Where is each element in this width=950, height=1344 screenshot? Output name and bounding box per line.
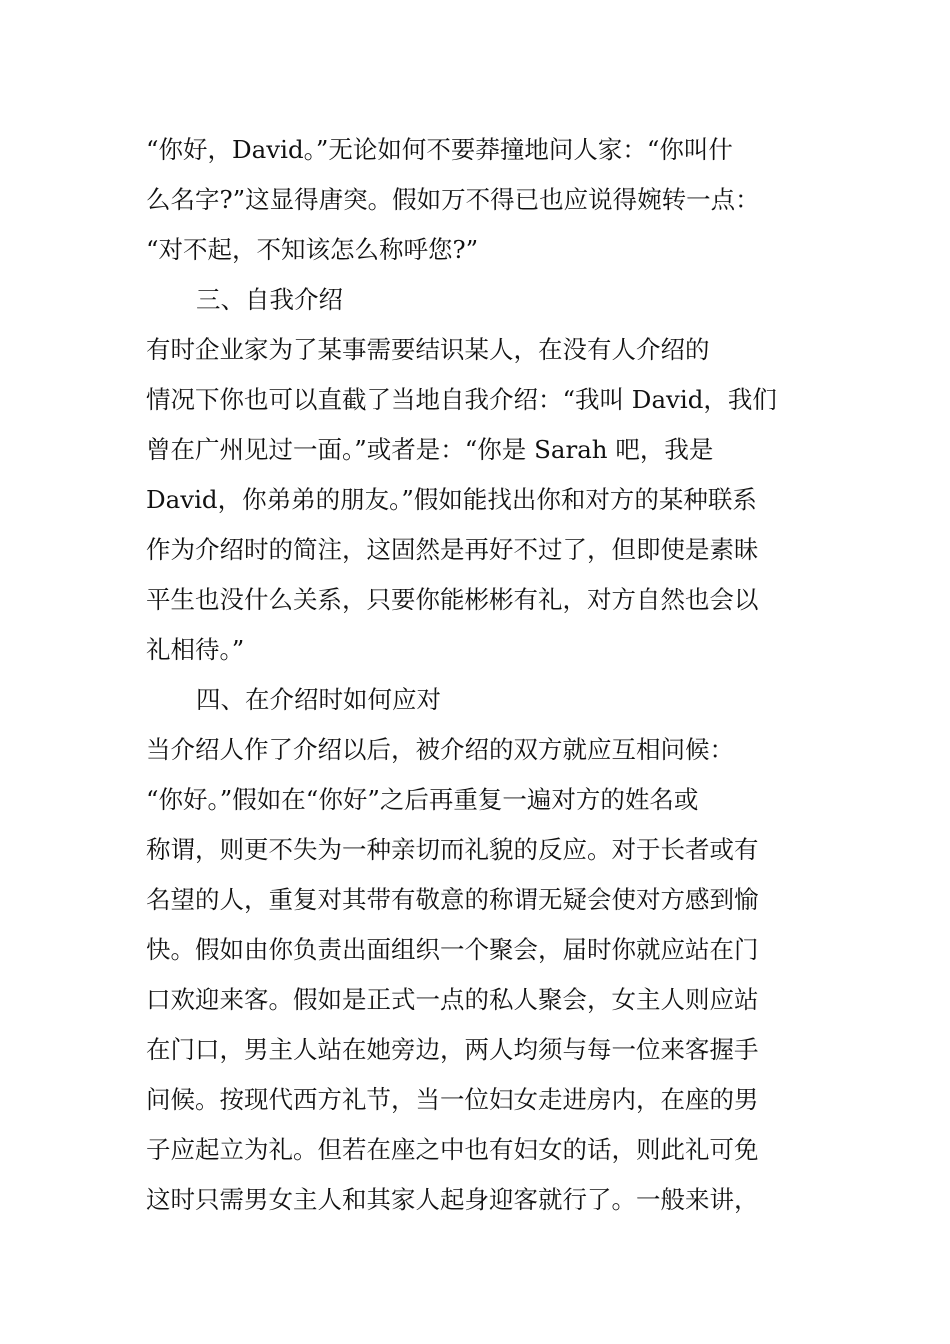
text-line: 有时企业家为了某事需要结识某人，在没有人介绍的	[146, 335, 710, 364]
text-line: 情况下你也可以直截了当地自我介绍：“我叫 David，我们	[146, 385, 777, 414]
text-line: 这时只需男女主人和其家人起身迎客就行了。一般来讲，	[146, 1185, 759, 1214]
section-heading: 四、在介绍时如何应对	[196, 685, 441, 714]
text-line: David，你弟弟的朋友。”假如能找出你和对方的某种联系	[146, 485, 757, 514]
text-line: 称谓，则更不失为一种亲切而礼貌的反应。对于长者或有	[146, 835, 759, 864]
text-line: “你好，David。”无论如何不要莽撞地问人家：“你叫什	[146, 135, 733, 164]
text-line: 问候。按现代西方礼节，当一位妇女走进房内，在座的男	[146, 1085, 759, 1114]
text-line: 么名字?”这显得唐突。假如万不得已也应说得婉转一点：	[146, 185, 760, 214]
text-line: 名望的人，重复对其带有敬意的称谓无疑会使对方感到愉	[146, 885, 759, 914]
text-line: 当介绍人作了介绍以后，被介绍的双方就应互相问候：	[146, 735, 734, 764]
text-line: “你好。”假如在“你好”之后再重复一遍对方的姓名或	[146, 785, 699, 814]
text-line: 子应起立为礼。但若在座之中也有妇女的话，则此礼可免	[146, 1135, 759, 1164]
text-line: 礼相待。”	[146, 635, 245, 664]
text-line: 作为介绍时的简注，这固然是再好不过了，但即使是素昧	[146, 535, 759, 564]
text-line: 平生也没什么关系，只要你能彬彬有礼，对方自然也会以	[146, 585, 759, 614]
text-line: “对不起，不知该怎么称呼您?”	[146, 235, 479, 264]
text-line: 快。假如由你负责出面组织一个聚会，届时你就应站在门	[146, 935, 759, 964]
section-heading: 三、自我介绍	[196, 285, 343, 314]
text-line: 口欢迎来客。假如是正式一点的私人聚会，女主人则应站	[146, 985, 759, 1014]
text-line: 在门口，男主人站在她旁边，两人均须与每一位来客握手	[146, 1035, 759, 1064]
text-line: 曾在广州见过一面。”或者是：“你是 Sarah 吧，我是	[146, 435, 714, 464]
